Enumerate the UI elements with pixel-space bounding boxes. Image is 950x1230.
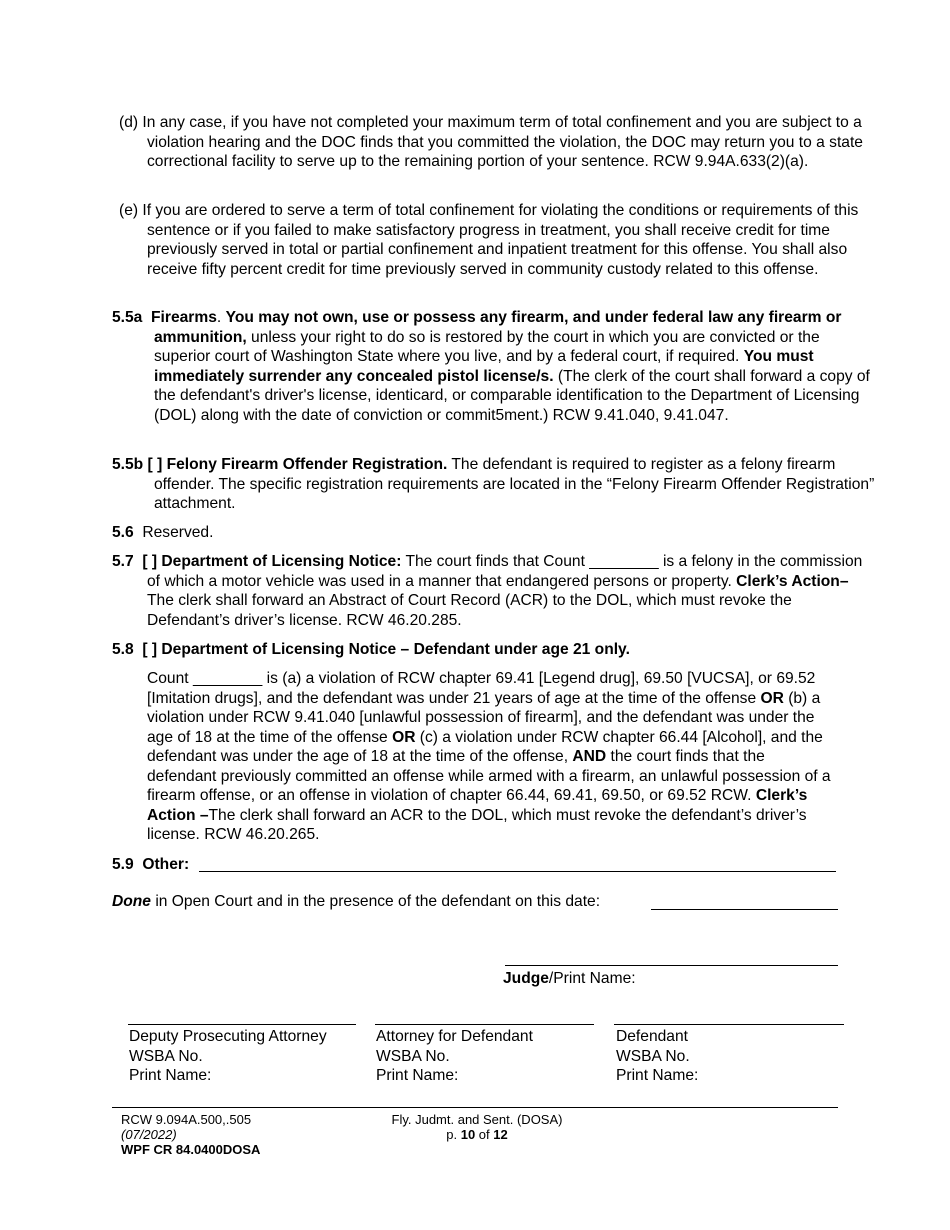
- section-text: (b) a violation under RCW 9.41.040 [unlawful possession of firearm], and the defendant was under the age of 18 at the time of the offense: [147, 689, 821, 746]
- or-keyword: OR: [392, 728, 416, 746]
- section-number: 5.5b: [112, 456, 144, 473]
- defense-attorney-block: [376, 1027, 533, 1086]
- section-5-5a: 5.5a Firearms. You may not own, use or possess any firearm, and under federal law any firearm or ammunition, unless your right to do so is restored by the court in which you are convicted or the superior court of Washington State where you live, and by a federal court, if required. You must immediately surrender any concealed pistol license/s. (The clerk of the court shall forward a copy of the defendant's driver's license, identicard, or comparable identification to the Department of Licensing (DOL) along with the date of conviction or commit5ment.) RCW 9.41.040, 9.41.047.: [112, 309, 870, 424]
- footer-center: [377, 1112, 577, 1142]
- print-name-label: Print Name:: [129, 1067, 212, 1084]
- footer-form-id: WPF CR 84.0400DOSA: [121, 1142, 261, 1157]
- surrender-warning: You must immediately surrender any concealed pistol license/s.: [154, 348, 814, 385]
- page-number: p. 10 of 12: [446, 1127, 508, 1142]
- section-text: The defendant is required to register as a felony firearm offender. The specific registration requirements are located in the “Felony Firearm Offender Registration” attachment.: [154, 456, 875, 512]
- section-text: The court finds that Count ________ is a felony in the commission of which a motor vehicle was used in a manner that endangered persons or property.: [147, 553, 863, 590]
- footer-divider: [112, 1107, 838, 1108]
- other-input-line[interactable]: [199, 871, 836, 872]
- date-input-line[interactable]: [651, 909, 838, 910]
- section-number: 5.9: [112, 856, 134, 873]
- checkbox[interactable]: [ ]: [147, 456, 163, 473]
- section-text: unless your right to do so is restored by the court in which you are convicted or the superior court of Washington State where you live, and by a federal court, if required.: [154, 328, 820, 365]
- other-label: Other:: [142, 856, 190, 873]
- section-text: Count ________ is (a) a violation of RCW chapter 69.41 [Legend drug], 69.50 [VUCSA], or 69.52 [Imitation drugs], and the defendant was under 21 years of age at the time of the offense: [147, 670, 816, 707]
- section-5-5b: [112, 455, 879, 514]
- judge-label: [503, 969, 636, 989]
- footer-date: (07/2022): [121, 1127, 177, 1142]
- section-number: 5.8: [112, 641, 134, 658]
- signer-title: Attorney for Defendant: [376, 1028, 533, 1045]
- section-5-8-heading: [112, 640, 837, 660]
- signer-title: Defendant: [616, 1028, 688, 1045]
- section-5-7: [112, 552, 872, 630]
- wsba-label: WSBA No.: [129, 1047, 203, 1065]
- section-5-8-body: [147, 669, 837, 845]
- footer-left: [121, 1112, 260, 1157]
- defense-attorney-signature-line[interactable]: [375, 1024, 594, 1025]
- print-name-label: Print Name:: [616, 1067, 699, 1084]
- done-label: Done: [112, 893, 151, 910]
- clerk-action-label: Clerk’s Action–: [736, 572, 849, 590]
- judge-signature-line[interactable]: [505, 965, 838, 966]
- section-number: 5.7: [112, 553, 134, 570]
- defendant-block: [616, 1027, 698, 1086]
- or-keyword: OR: [760, 689, 784, 707]
- section-text: (c) a violation under RCW chapter 66.44 [Alcohol], and the defendant was under the age of 18 at the time of the offense,: [147, 728, 823, 765]
- done-text: in Open Court and in the presence of the defendant on this date:: [150, 893, 601, 910]
- done-line: [112, 892, 672, 912]
- firearm-warning: You may not own, use or possess any firearm, and under federal law any firearm or ammunition,: [154, 309, 842, 346]
- section-heading: Department of Licensing Notice:: [161, 553, 402, 570]
- section-heading: Felony Firearm Offender Registration.: [166, 456, 448, 473]
- signer-title: Deputy Prosecuting Attorney: [129, 1028, 327, 1045]
- section-heading: Department of Licensing Notice – Defendant under age 21 only.: [161, 641, 630, 658]
- defendant-signature-line[interactable]: [614, 1024, 844, 1025]
- section-text: the court finds that the defendant previously committed an offense while armed with a firearm, an unlawful possession of a firearm offense, or an offense in violation of chapter 66.44, 69.41, 69.50, or 69.52 RCW.: [147, 748, 831, 804]
- judge-title: Judge: [503, 970, 549, 987]
- wsba-label: WSBA No.: [616, 1047, 690, 1065]
- section-text: (The clerk of the court shall forward a copy of the defendant's driver's license, identicard, or comparable identification to the Department of Licensing (DOL) along with the date of conviction or commit5ment.) RCW 9.41.040, 9.41.047.: [154, 367, 870, 424]
- paragraph-d: (d) In any case, if you have not completed your maximum term of total confinement and you are subject to a violation hearing and the DOC finds that you committed the violation, the DOC may return you to a state correctional facility to serve up to the remaining portion of your sentence. RCW 9.94A.633(2)(a).: [119, 114, 863, 170]
- section-text: Reserved.: [142, 524, 214, 541]
- clerk-action-label: Clerk’s Action –: [147, 787, 808, 824]
- section-number: 5.5a: [112, 309, 143, 326]
- section-heading: Firearms: [151, 309, 217, 326]
- section-text: The clerk shall forward an ACR to the DOL, which must revoke the defendant’s driver’s license. RCW 46.20.265.: [147, 806, 807, 843]
- and-keyword: AND: [572, 748, 607, 765]
- wsba-label: WSBA No.: [376, 1047, 450, 1065]
- print-name-label: /Print Name:: [548, 970, 636, 987]
- paragraph-e: (e) If you are ordered to serve a term of total confinement for violating the conditions or requirements of this sentence or if you failed to make satisfactory progress in treatment, you shall receive credit for time previously served in total or partial confinement and inpatient treatment for this offense. You shall also receive fifty percent credit for time previously served in community custody related to this offense.: [119, 202, 859, 278]
- section-number: 5.6: [112, 524, 134, 541]
- prosecutor-block: [129, 1027, 327, 1086]
- prosecutor-signature-line[interactable]: [128, 1024, 356, 1025]
- checkbox[interactable]: [ ]: [142, 641, 158, 658]
- print-name-label: Print Name:: [376, 1067, 459, 1084]
- section-5-6: [112, 523, 837, 543]
- checkbox[interactable]: [ ]: [142, 553, 158, 570]
- footer-title: Fly. Judmt. and Sent. (DOSA): [391, 1112, 563, 1127]
- footer-rcw: RCW 9.094A.500,.505: [121, 1112, 252, 1127]
- section-text: The clerk shall forward an Abstract of Court Record (ACR) to the DOL, which must revoke the Defendant’s driver’s license. RCW 46.20.285.: [147, 592, 792, 629]
